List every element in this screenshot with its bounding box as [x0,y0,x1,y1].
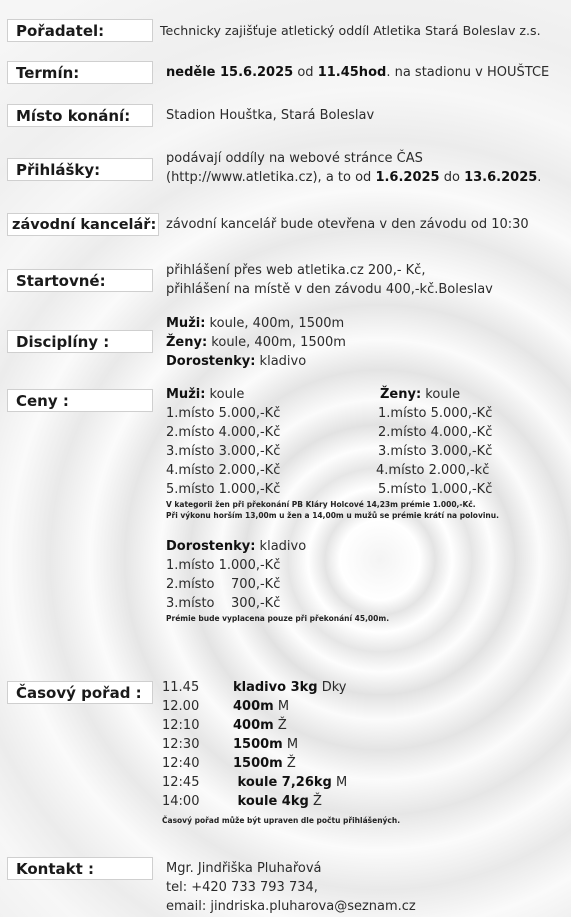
disciplines-women-label: Ženy: [166,335,208,350]
disciplines-women-text: koule, 400m, 1500m [207,335,346,350]
schedule-event-name: 1500m [233,756,283,771]
prize-women-4: 4.místo 2.000,-kč [376,463,490,478]
entries-end: . [537,170,542,185]
prizes-junior-label: Dorostenky: [166,539,256,554]
schedule-event [233,794,322,809]
prize-women-3: 3.místo 3.000,-Kč [378,444,493,459]
schedule-event-name: kladivo 3kg [233,680,318,695]
prize-men-3: 3.místo 3.000,-Kč [166,444,281,459]
prizes-men-event: koule [205,387,245,402]
date-rest: . na stadionu v HOUŠTCE [386,65,550,80]
date-text [166,64,549,81]
prizes-note-2: Při výkonu horším 13,00m u žen a 14,00m u mužů se prémie krátí na polovinu. [166,511,499,520]
schedule-event-name: 400m [233,699,274,714]
schedule-time: 12:10 [162,718,200,733]
prizes-women-event: koule [421,387,461,402]
contact-phone: tel: +420 733 793 734, [166,880,318,895]
entries-label: Přihlášky: [7,158,153,181]
entries-line1: podávají oddíly na webové stránce ČAS [166,151,423,166]
disciplines-junior [166,353,306,370]
entries-to: 13.6.2025 [464,170,538,185]
prize-men-5: 5.místo 1.000,-Kč [166,482,281,497]
disciplines-men [166,315,344,332]
prizes-junior-event: kladivo [255,539,307,554]
entries-from: 1.6.2025 [375,170,440,185]
disciplines-label: Disciplíny : [7,330,153,353]
schedule-event-name: koule 7,26kg [233,775,332,790]
prize-men-4: 4.místo 2.000,-Kč [166,463,281,478]
prizes-label: Ceny : [7,389,153,412]
schedule-time: 12:30 [162,737,200,752]
disciplines-men-label: Muži: [166,316,206,331]
schedule-event-cat: Ž [282,756,296,771]
prizes-men-heading [166,386,244,403]
schedule-event [233,737,298,752]
prize-women-2: 2.místo 4.000,-Kč [378,425,493,440]
prize-women-5: 5.místo 1.000,-Kč [378,482,493,497]
schedule-time: 12.00 [162,699,200,714]
schedule-event [233,718,287,733]
schedule-time: 11.45 [162,680,200,695]
schedule-event [233,680,346,695]
prizes-note-1: V kategorii žen při překonání PB Kláry Holcové 14,23m prémie 1.000,-Kč. [166,500,476,509]
fee-line2: přihlášení na místě v den závodu 400,-kč.Boleslav [166,282,493,297]
office-label: závodní kancelář: [7,213,159,236]
entries-line2-pre: (http://www.atletika.cz), a to od [166,170,376,185]
schedule-event-cat: M [273,699,290,714]
organizer-label: Pořadatel: [7,19,153,42]
disciplines-women [166,334,346,351]
disciplines-men-text: koule, 400m, 1500m [205,316,345,331]
schedule-time: 14:00 [162,794,200,809]
contact-name: Mgr. Jindřiška Pluhařová [166,861,322,876]
organizer-text: Technicky zajišťuje atletický oddíl Atletika Stará Boleslav z.s. [160,23,541,38]
contact-label: Kontakt : [7,857,153,880]
date-od: od [293,65,318,80]
disciplines-junior-text: kladivo [255,354,307,369]
fee-label: Startovné: [7,269,153,292]
date-day: neděle 15.6.2025 [166,65,294,80]
disciplines-junior-label: Dorostenky: [166,354,256,369]
prizes-women-heading [380,386,460,403]
schedule-event-name: 400m [233,718,274,733]
venue-label: Místo konání: [7,104,153,127]
schedule-event [233,699,289,714]
schedule-event [233,775,347,790]
schedule-event-cat: Dky [317,680,347,695]
entries-do: do [439,170,465,185]
prizes-junior-note: Prémie bude vyplacena pouze při překonání 45,00m. [166,614,390,623]
schedule-event-cat: M [282,737,299,752]
fee-line1: přihlášení přes web atletika.cz 200,- Kč, [166,263,426,278]
contact-email[interactable]: email: jindriska.pluharova@seznam.cz [166,899,416,914]
schedule-event-cat: Ž [273,718,287,733]
venue-text: Stadion Houštka, Stará Boleslav [166,108,375,123]
schedule-label: Časový pořad : [7,681,153,704]
schedule-event [233,756,296,771]
prizes-women-label: Ženy: [380,387,422,402]
prize-junior-2: 2.místo 700,-Kč [166,577,281,592]
schedule-event-name: 1500m [233,737,283,752]
prizes-junior-heading [166,538,306,555]
schedule-event-name: koule 4kg [233,794,309,809]
prizes-men-label: Muži: [166,387,206,402]
schedule-note: Časový pořad může být upraven dle počtu přihlášených. [162,816,401,825]
date-time: 11.45hod [317,65,387,80]
schedule-time: 12:40 [162,756,200,771]
schedule-event-cat: M [331,775,348,790]
prize-junior-3: 3.místo 300,-Kč [166,596,281,611]
date-label: Termín: [7,61,153,84]
prize-junior-1: 1.místo 1.000,-Kč [166,558,281,573]
schedule-event-cat: Ž [308,794,322,809]
prize-men-2: 2.místo 4.000,-Kč [166,425,281,440]
schedule-time: 12:45 [162,775,200,790]
office-text: závodní kancelář bude otevřena v den závodu od 10:30 [166,217,529,232]
prize-women-1: 1.místo 5.000,-Kč [378,406,493,421]
prize-men-1: 1.místo 5.000,-Kč [166,406,281,421]
entries-line2 [166,169,541,186]
